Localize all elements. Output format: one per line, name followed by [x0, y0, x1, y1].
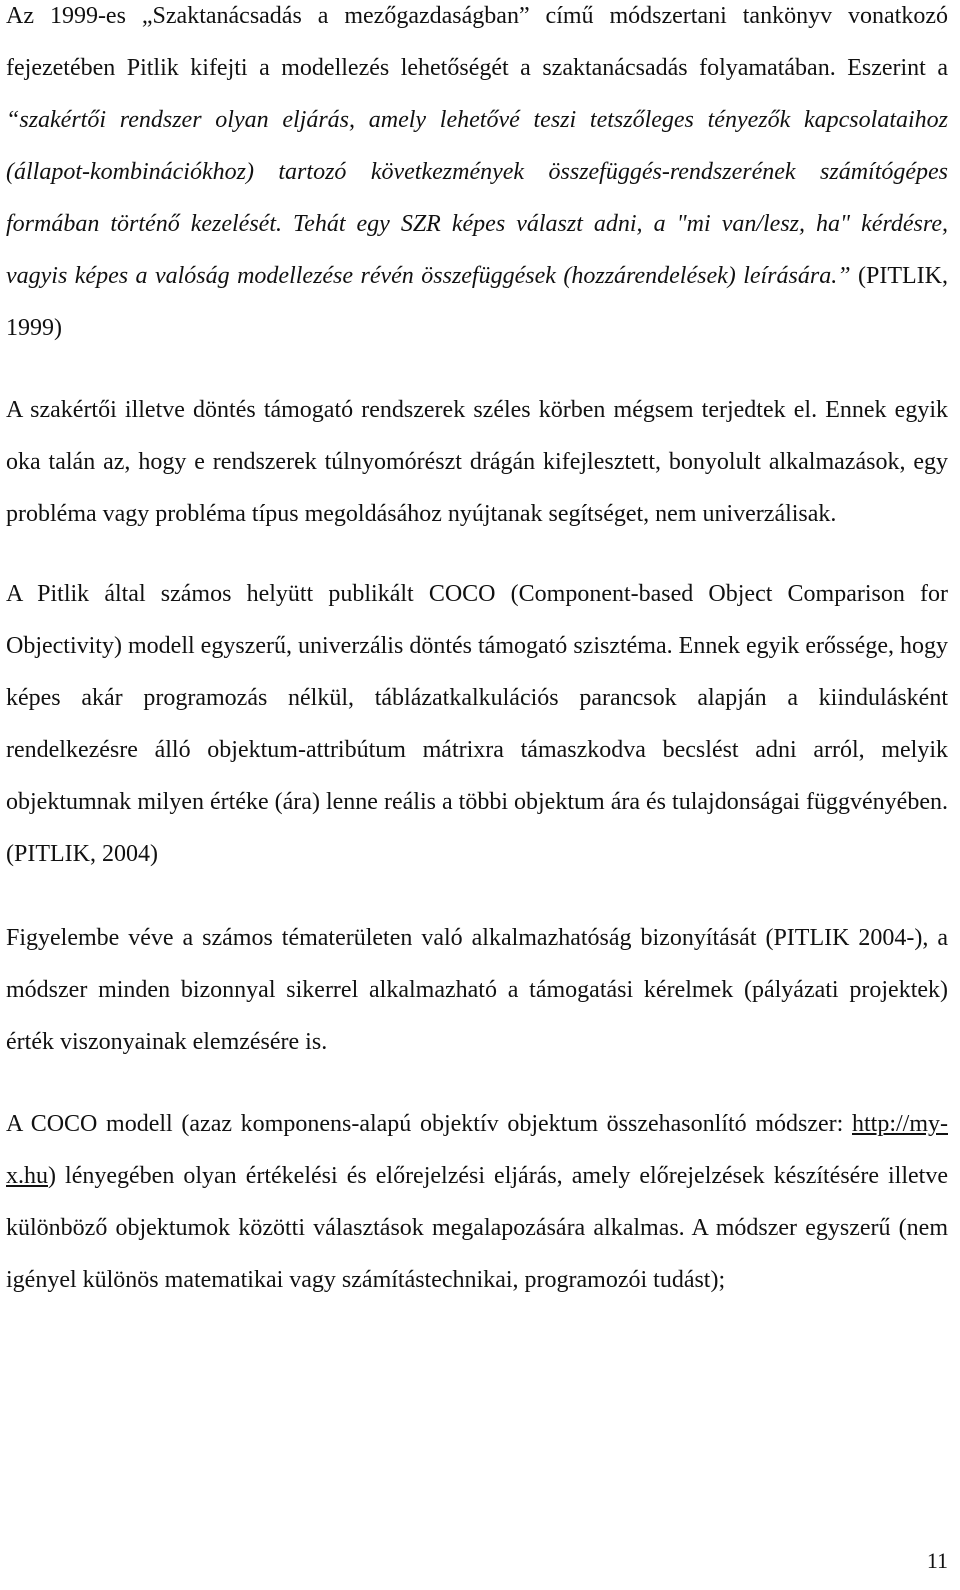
paragraph-text: Az 1999-es „Szaktanácsadás a mezőgazdaságban” című módszertani tankönyv vonatkozó fejezetében Pitlik kifejti a modellezés lehetőségét a szaktanácsadás folyamatában. Eszerint a [6, 3, 948, 81]
paragraph-expert-systems: A szakértői illetve döntés támogató rendszerek széles körben mégsem terjedtek el. Ennek egyik oka talán az, hogy e rendszerek túlnyomórészt drágán kifejlesztett, bonyolult alkalmazások, egy probléma vagy probléma típus megoldásához nyújtanak segítséget, nem univerzálisak. [6, 397, 948, 527]
my-x-link[interactable]: http://my-x.hu [6, 1111, 948, 1189]
paragraph-pitlik-1999 [6, 0, 948, 354]
paragraph-text: ) lényegében olyan értékelési és előrejelzési eljárás, amely előrejelzések készítésére illetve különböző objektumok közötti választások megalapozására alkalmas. A módszer egyszerű (nem igényel különös matematikai vagy számítástechnikai, programozói tudást); [6, 1163, 948, 1293]
paragraph-coco-method [6, 1098, 948, 1306]
page-number: 11 [926, 1548, 948, 1573]
paragraph-applicability: Figyelembe véve a számos tématerületen való alkalmazhatóság bizonyítását (PITLIK 2004-), a módszer minden bizonnyal sikerrel alkalmazható a támogatási kérelmek (pályázati projektek) érték viszonyainak elemzésére is. [6, 925, 948, 1055]
paragraph-text: A COCO modell (azaz komponens-alapú objektív objektum összehasonlító módszer: [6, 1111, 852, 1137]
citation: (PITLIK, 1999) [6, 263, 948, 341]
document-page [6, 0, 948, 1306]
quoted-definition: “szakértői rendszer olyan eljárás, amely lehetővé teszi tetszőleges tényezők kapcsolataihoz (állapot-kombinációkhoz) tartozó következmények összefüggés-rendszerének számítógépes formában történő kezelését. Tehát egy SZR képes választ adni, a "mi van/lesz, ha" kérdésre, vagyis képes a valóság modellezése révén összefüggések (hozzárendelések) leírására.” [6, 107, 948, 289]
paragraph-coco-model: A Pitlik által számos helyütt publikált COCO (Component-based Object Comparison for Objectivity) modell egyszerű, univerzális döntés támogató szisztéma. Ennek egyik erőssége, hogy képes akár programozás nélkül, táblázatkalkulációs parancsok alapján a kiindulásként rendelkezésre álló objektum-attribútum mátrixra támaszkodva becslést adni arról, melyik objektumnak milyen értéke (ára) lenne reális a többi objektum ára és tulajdonságai függvényében. (PITLIK, 2004) [6, 581, 948, 867]
